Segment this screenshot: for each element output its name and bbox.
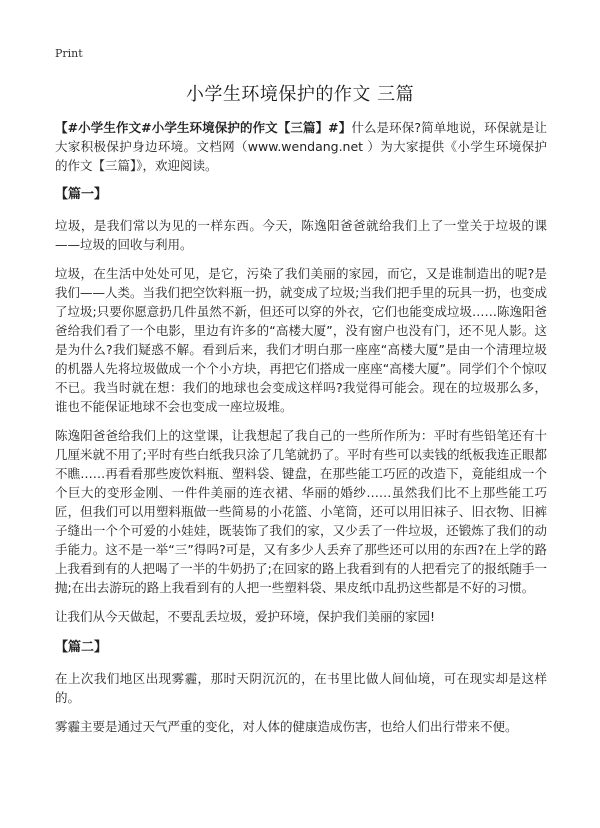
section2-paragraph-2: 雾霾主要是通过天气严重的变化，对人体的健康造成伤害，也给人们出行带来不便。: [55, 719, 518, 734]
section-heading-1: 【篇一】: [55, 187, 108, 202]
print-link[interactable]: Print: [55, 47, 83, 60]
section2-paragraph-1: 在上次我们地区出现雾霾，那时天阴沉沉的，在书里比做人间仙境，可在现实却是这样的。: [55, 671, 547, 705]
page-title: 小学生环境保护的作文 三篇: [185, 84, 415, 105]
section-heading-2: 【篇二】: [55, 640, 108, 655]
intro-paragraph: [55, 118, 547, 175]
section1-paragraph-3: 陈逸阳爸爸给我们上的这堂课，让我想起了我自己的一些所作所为：平时有些铅笔还有十几厘米就不用了;平时有些白纸我只涂了几笔就扔了。平时有些可以卖钱的纸板我连正眼都不瞧……再看看那些废饮料瓶、塑料袋、键盘，在那些能工巧匠的改造下，竟能组成一个个巨大的变形金刚、一件件美丽的连衣裙、华丽的婚纱……虽然我们比不上那些能工巧匠，但我们可以用塑料瓶做一些简易的小花篮、小笔筒，还可以用旧袜子、旧衣物、旧裤子缝出一个个可爱的小娃娃，既装饰了我们的家，又少丢了一件垃圾，还锻炼了我们的动手能力。这不是一举“三”得吗?可是，又有多少人丢弃了那些还可以用的东西?在上学的路上我看到有的人把喝了一半的牛奶扔了;在回家的路上我看到有的人把看完了的报纸随手一抛;在出去游玩的路上我看到有的人把一些塑料袋、果皮纸巾乱扔这些都是不好的习惯。: [55, 428, 547, 595]
section1-paragraph-1: 垃圾，是我们常以为见的一样东西。今天，陈逸阳爸爸就给我们上了一堂关于垃圾的课——垃圾的回收与利用。: [55, 218, 547, 252]
intro-text: 什么是环保?简单地说，环保就是让大家积极保护身边环境。文档网（www.wendang.net ）为大家提供《小学生环境保护的作文【三篇】》，欢迎阅读。: [55, 120, 548, 173]
section1-paragraph-2: 垃圾，在生活中处处可见，是它，污染了我们美丽的家园，而它，又是谁制造出的呢?是我们——人类。当我们把空饮料瓶一扔，就变成了垃圾;当我们把手里的玩具一扔，也变成了垃圾;只要你愿意扔几件虽然不新，但还可以穿的外衣，它们也能变成垃圾……陈逸阳爸爸给我们看了一个电影，里边有许多的“高楼大厦”，没有窗户也没有门，还不见人影。这是为什么?我们疑惑不解。看到后来，我们才明白那一座座“高楼大厦”是由一个清理垃圾的机器人先将垃圾做成一个个小方块，再把它们搭成一座座“高楼大厦”。同学们个个惊叹不已。我当时就在想：我们的地球也会变成这样吗?我觉得可能会。现在的垃圾那么多，谁也不能保证地球不会也变成一座垃圾堆。: [55, 266, 547, 414]
intro-tags: 【#小学生作文#小学生环境保护的作文【三篇】#】: [55, 120, 352, 135]
article-body: [55, 118, 547, 746]
section1-paragraph-4: 让我们从今天做起，不要乱丢垃圾，爱护环境，保护我们美丽的家园!: [55, 609, 436, 624]
